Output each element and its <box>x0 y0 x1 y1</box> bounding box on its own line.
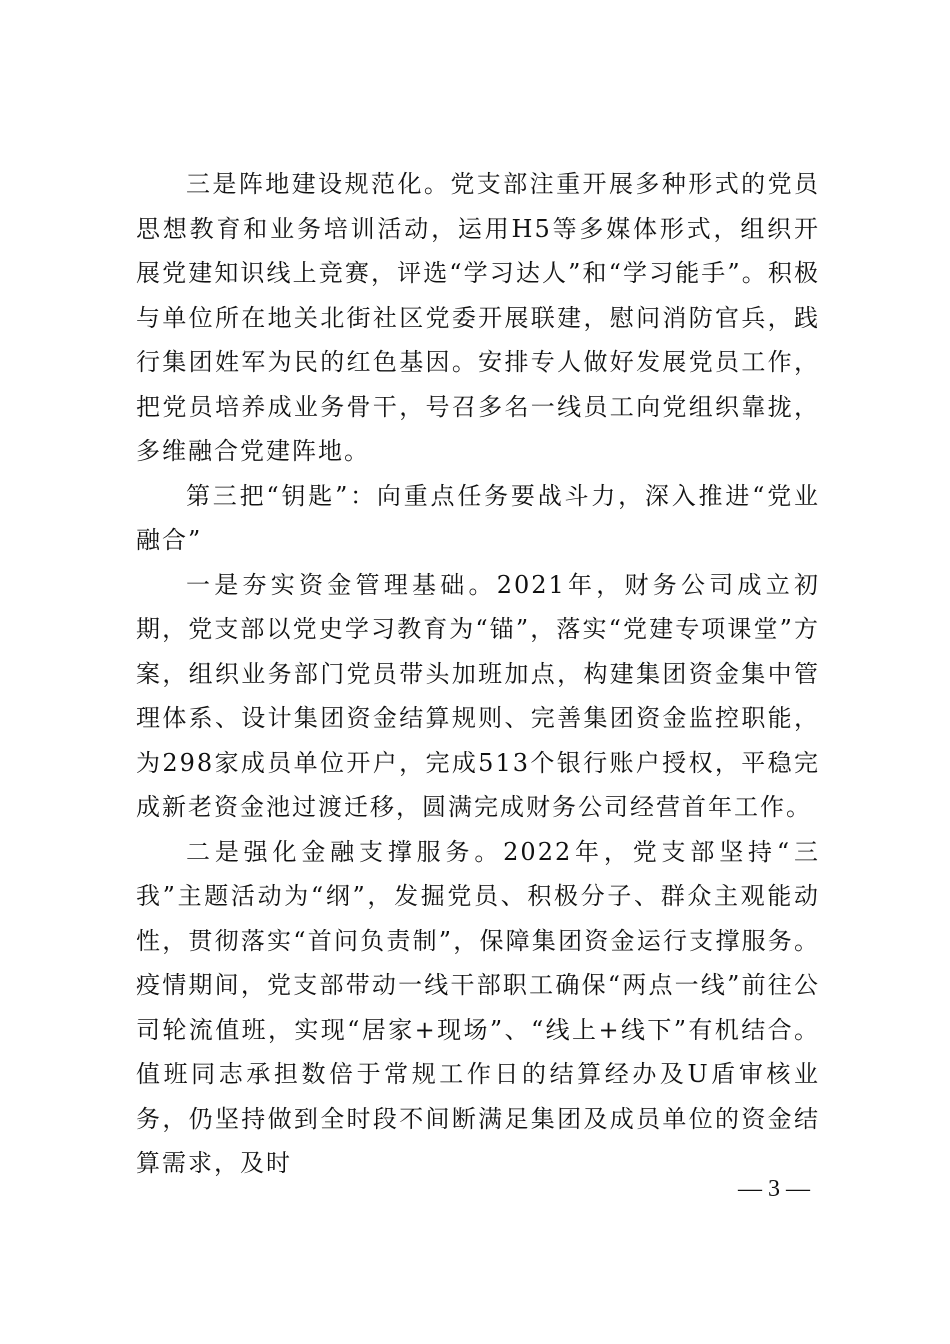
document-body <box>136 162 820 1186</box>
paragraph-financial-support: 二是强化金融支撑服务。2022年，党支部坚持“三我”主题活动为“纲”，发掘党员、积极分子、群众主观能动性，贯彻落实“首问负责制”，保障集团资金运行支撑服务。疫情期间，党支部带动一线干部职工确保“两点一线”前往公司轮流值班，实现“居家+现场”、“线上+线下”有机结合。值班同志承担数倍于常规工作日的结算经办及U盾审核业务，仍坚持做到全时段不间断满足集团及成员单位的资金结算需求，及时 <box>136 837 820 1177</box>
paragraph-fund-management: 一是夯实资金管理基础。2021年，财务公司成立初期，党支部以党史学习教育为“锚”，落实“党建专项课堂”方案，组织业务部门党员带头加班加点，构建集团资金集中管理体系、设计集团资金结算规则、完善集团资金监控职能，为298家成员单位开户，完成513个银行账户授权，平稳完成新老资金池过渡迁移，圆满完成财务公司经营首年工作。 <box>136 570 820 821</box>
paragraph-position-building: 三是阵地建设规范化。党支部注重开展多种形式的党员思想教育和业务培训活动，运用H5等多媒体形式，组织开展党建知识线上竞赛，评选“学习达人”和“学习能手”。积极与单位所在地关北街社区党委开展联建，慰问消防官兵，践行集团姓军为民的红色基因。安排专人做好发展党员工作，把党员培养成业务骨干，号召多名一线员工向党组织靠拢，多维融合党建阵地。 <box>136 170 820 465</box>
page-number: — 3 — <box>738 1176 810 1202</box>
section-heading-third-key: 第三把“钥匙”：向重点任务要战斗力，深入推进“党业融合” <box>136 481 820 554</box>
